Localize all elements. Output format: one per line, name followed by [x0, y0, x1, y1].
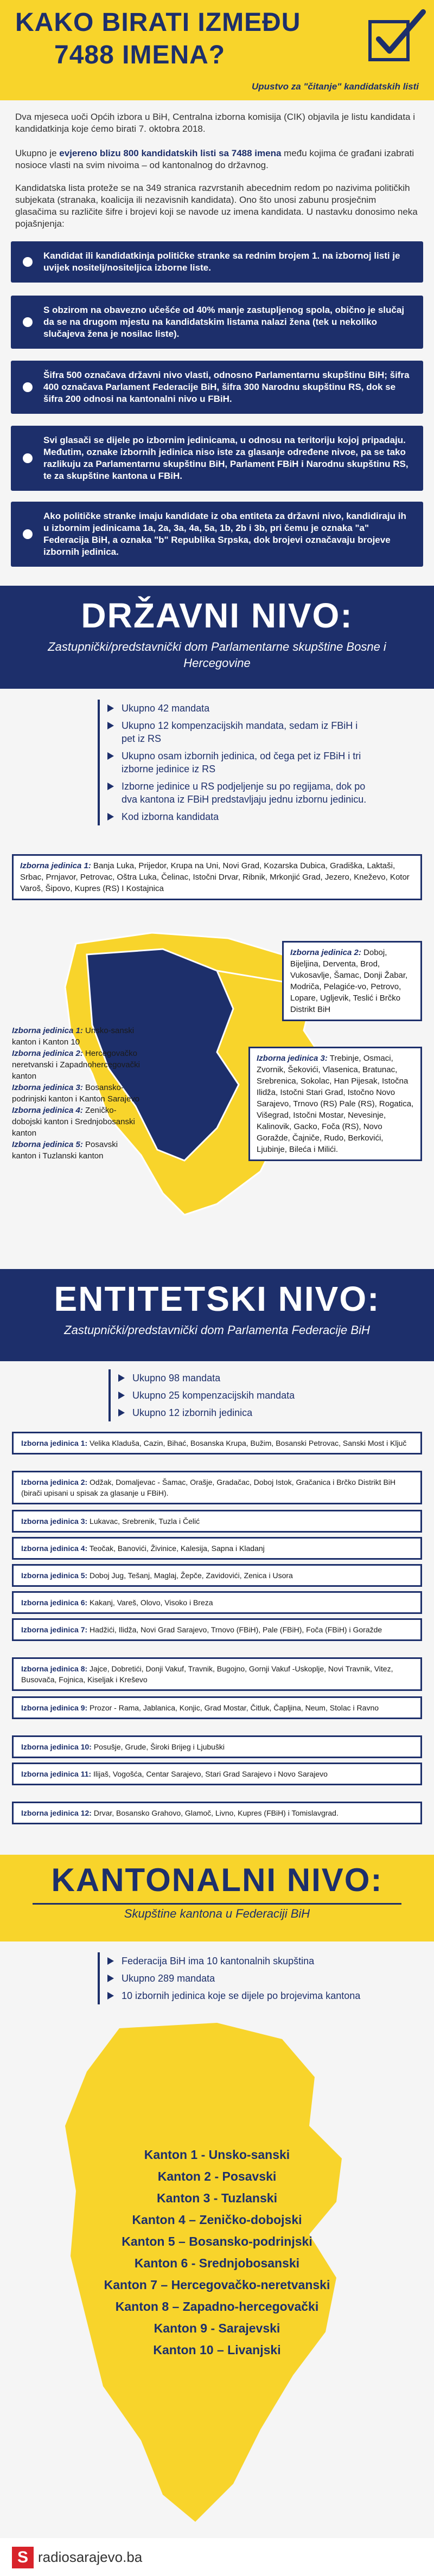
section-drzavni-header — [0, 586, 434, 689]
kanton-label: Kanton 1 - Unsko-sanski — [144, 2148, 290, 2162]
drzavni-ij2-box — [282, 941, 422, 1021]
fbih-map — [54, 2017, 380, 2527]
page-title-line2: 7488 IMENA? — [54, 41, 226, 69]
entitetski-ij-row: Izborna jedinica 1: Velika Kladuša, Cazin, Bihać, Bosanska Krupa, Bužim, Bosanski Petrovac, Sanski Most i Ključ — [12, 1432, 422, 1454]
site-logo[interactable]: S — [12, 2547, 34, 2568]
rule-box-1 — [11, 241, 423, 283]
fbih-ij-4: Izborna jedinica 4: Zeničko-dobojski kanton i Srednjobosanski kanton — [12, 1106, 135, 1138]
entitetski-ij-row: Izborna jedinica 2: Odžak, Domaljevac - Šamac, Orašje, Gradačac, Doboj Istok, Gračanica i Brčko Distrikt BiH (birači upisani u spisak za glasanje u FBiH). — [12, 1471, 422, 1504]
page-subtitle: Upustvo za "čitanje" kandidatskih listi — [251, 81, 419, 92]
fbih-ij-3: Izborna jedinica 3: Bosansko-podrinjski kanton i Kanton Sarajevo — [12, 1083, 140, 1104]
intro-paragraph-1: Dva mjeseca uoči Općih izbora u BiH, Centralna izborna komisija (CIK) objavila je listu kandidata i kandidatkinja koje ćemo birati 7. oktobra 2018. — [15, 112, 415, 134]
kanton-label: Kanton 6 - Srednjobosanski — [134, 2256, 300, 2270]
intro-p2-bold: evjereno blizu 800 kandidatskih listi sa 7488 imena — [59, 148, 282, 158]
section-entitetski-title: ENTITETSKI NIVO: — [54, 1279, 380, 1318]
section-drzavni-subtitle: Zastupnički/predstavnički dom Parlamentarne skupštine Bosne i Hercegovine — [48, 640, 386, 670]
fbih-ij-list — [12, 1025, 142, 1162]
list-item: Ukupno 98 mandata — [118, 1369, 336, 1387]
fbih-map-shape — [65, 2023, 342, 2522]
list-item: Ukupno 25 kompenzacijskih mandata — [118, 1387, 336, 1404]
ij-label: Izborna jedinica 1: — [20, 861, 91, 870]
kanton-label: Kanton 10 – Livanjski — [153, 2343, 281, 2357]
kanton-label: Kanton 9 - Sarajevski — [154, 2321, 280, 2335]
intro-paragraph-3: Kandidatska lista proteže se na 349 stranica razvrstanih abecednim redom po nazivima političkih subjekata (stranaka, koalicija ili nezavisnih kandidata). Ono što unosi zabunu prosječnim glasačima su različite šifre i brojevi koji se navode uz imena kandidata. U nastavku donosimo neka pojašnjenja: — [15, 183, 418, 229]
ij-label: Izborna jedinica 3: — [257, 1054, 328, 1063]
section-kantonalni-subtitle: Skupštine kantona u Federaciji BiH — [33, 1903, 401, 1930]
kantonalni-list — [98, 1952, 369, 2004]
rule-text-3: Šifra 500 označava državni nivo vlasti, odnosno Parlamentarnu skupštinu BiH; šifra 400 označava Parlament Federacije BiH, šifra 300 Narodnu skupštinu RS, dok se šifra 200 odnosi na kantonalni nivo u FBiH. — [43, 370, 410, 404]
section-kantonalni-header — [0, 1855, 434, 1941]
ij-text: Banja Luka, Prijedor, Krupa na Uni, Novi Grad, Kozarska Dubica, Gradiška, Laktaši, Srbac, Prnjavor, Petrovac, Oštra Luka, Čelinac, Istočni Drvar, Ribnik, Mrkonjić Grad, Jezero, Kneževo, Kotor Varoš, Šipovo, Kupres (RS) I Kostajnica — [20, 861, 410, 893]
list-item: Ukupno osam izbornih jedinica, od čega pet iz FBiH i tri izborne jedinice iz RS — [107, 747, 369, 778]
list-item: Ukupno 12 kompenzacijskih mandata, sedam iz FBiH i pet iz RS — [107, 717, 369, 747]
footer — [0, 2538, 434, 2576]
drzavni-ij1-box — [12, 854, 422, 900]
bullet-icon — [23, 382, 33, 392]
list-item: Izborne jedinice u RS podjeljenje su po regijama, dok po dva kantona iz FBiH predstavljaju jednu izbornu jedinicu. — [107, 778, 369, 808]
bullet-icon — [23, 453, 33, 463]
rule-box-5 — [11, 502, 423, 567]
section-drzavni-title: DRŽAVNI NIVO: — [81, 596, 353, 635]
rule-text-4: Svi glasači se dijele po izbornim jedinicama, u odnosu na teritoriju kojoj pripadaju. Međutim, oznake izbornih jedinica niso iste za glasanje određene nivoe, pa se tako razlikuju za Parlamentarnu skupštinu BiH, Parlament FBiH i Narodnu skupštinu RS, te za skupštine kantona u FBiH. — [43, 435, 409, 481]
rule-text-1: Kandidat ili kandidatkinja političke stranke sa rednim brojem 1. na izbornoj listi je uvijek nositelj/nositeljica izborne liste. — [43, 251, 400, 273]
entitetski-ij-row: Izborna jedinica 4: Teočak, Banovići, Živinice, Kalesija, Sapna i Kladanj — [12, 1537, 422, 1560]
entitetski-ij-row: Izborna jedinica 6: Kakanj, Vareš, Olovo, Visoko i Breza — [12, 1591, 422, 1614]
page-title-line1: KAKO BIRATI IZMEĐU — [15, 8, 301, 37]
drzavni-ij3-box — [248, 1047, 422, 1161]
entitetski-ij-row: Izborna jedinica 8: Jajce, Dobretići, Donji Vakuf, Travnik, Bugojno, Gornji Vakuf -Uskoplje, Novi Travnik, Vitez, Busovača, Fojnica, Kiseljak i Kreševo — [12, 1657, 422, 1691]
section-entitetski-subtitle: Zastupnički/predstavnički dom Parlamenta Federacije BiH — [64, 1323, 370, 1337]
fbih-ij-1: Izborna jedinica 1: Unsko-sanski kanton i Kanton 10 — [12, 1026, 135, 1047]
entitetski-ij-row: Izborna jedinica 7: Hadžići, Ilidža, Novi Grad Sarajevo, Trnovo (FBiH), Pale (FBiH), Foča (FBiH) i Goražde — [12, 1618, 422, 1641]
list-item: Ukupno 289 mandata — [107, 1970, 369, 1987]
kanton-label: Kanton 2 - Posavski — [157, 2169, 277, 2183]
entitetski-ij-row: Izborna jedinica 5: Doboj Jug, Tešanj, Maglaj, Žepče, Zavidovići, Zenica i Usora — [12, 1564, 422, 1587]
rule-text-5: Ako političke stranke imaju kandidate iz oba entiteta za državni nivo, kandidiraju ih u izbornim jedinicama 1a, 2a, 3a, 4a, 5a, 1b, 2b i 3b, pri čemu je oznaka "a" Federacija BiH, a oznaka "b" Republika Srpska, dok brojevi označavaju brojeve izbornih jedinica. — [43, 511, 406, 557]
checkmark-icon — [363, 5, 429, 71]
bullet-icon — [23, 529, 33, 539]
list-item: Kod izborna kandidata — [107, 808, 369, 825]
entitetski-ij-row: Izborna jedinica 9: Prozor - Rama, Jablanica, Konjic, Grad Mostar, Čitluk, Čapljina, Neum, Stolac i Ravno — [12, 1696, 422, 1719]
ij-label: Izborna jedinica 2: — [290, 948, 361, 957]
entitetski-list — [108, 1369, 336, 1421]
site-name[interactable]: radiosarajevo.ba — [38, 2549, 143, 2565]
header-banner — [0, 0, 434, 100]
kanton-label: Kanton 3 - Tuzlanski — [157, 2191, 277, 2205]
entitetski-ij-row: Izborna jedinica 12: Drvar, Bosansko Grahovo, Glamoč, Livno, Kupres (FBiH) i Tomislavgrad. — [12, 1802, 422, 1824]
list-item: Ukupno 42 mandata — [107, 700, 369, 717]
rule-box-3 — [11, 361, 423, 414]
ij-text: Doboj, Bijeljina, Derventa, Brod, Vukosavlje, Šamac, Donji Žabar, Modriča, Pelagiće-vo, Petrovo, Lopare, Ugljevik, Teslić i Brčko Distrikt BiH — [290, 948, 408, 1014]
rule-text-2: S obzirom na obavezno učešće od 40% manje zastupljenog spola, obično je slučaj da se na drugom mjestu na kandidatskim listama nalazi žena (tek u nekoliko slučajeva žena je nosilac liste). — [43, 305, 405, 339]
entitetski-ij-row: Izborna jedinica 10: Posušje, Grude, Široki Brijeg i Ljubuški — [12, 1735, 422, 1758]
rule-box-4 — [11, 426, 423, 491]
bullet-icon — [23, 257, 33, 267]
list-item: 10 izbornih jedinica koje se dijele po brojevima kantona — [107, 1987, 369, 2004]
fbih-ij-5: Izborna jedinica 5: Posavski kanton i Tuzlanski kanton — [12, 1140, 118, 1161]
intro-p2-start: Ukupno je — [15, 148, 60, 158]
section-entitetski-header — [0, 1269, 434, 1361]
section-kantonalni-title: KANTONALNI NIVO: — [51, 1862, 383, 1898]
bullet-icon — [23, 317, 33, 327]
kanton-label: Kanton 7 – Hercegovačko-neretvanski — [104, 2278, 330, 2292]
kanton-label: Kanton 4 – Zeničko-dobojski — [132, 2213, 302, 2227]
list-item: Ukupno 12 izbornih jedinica — [118, 1404, 336, 1421]
rule-box-2 — [11, 296, 423, 349]
intro-p2-end: među kojima će građani izabrati nosioce vlasti na svim nivoima – od kantonalnog do državnog. — [15, 148, 414, 170]
intro-paragraph-2 — [15, 148, 419, 171]
entitetski-ij-row: Izborna jedinica 3: Lukavac, Srebrenik, Tuzla i Čelić — [12, 1510, 422, 1533]
kanton-label: Kanton 5 – Bosansko-podrinjski — [122, 2234, 312, 2248]
ij-text: Trebinje, Osmaci, Zvornik, Šekovići, Vlasenica, Bratunac, Srebrenica, Sokolac, Han Pijesak, Istočna Ilidža, Istočni Stari Grad, Istočno Novo Sarajevo, Trnovo (RS) Pale (RS), Rogatica, Višegrad, Istočni Mostar, Nevesinje, Kalinovik, Gacko, Foča (RS), Novo Goražde, Čajniče, Rudo, Berkovići, Ljubinje, Bileća i Milići. — [257, 1054, 414, 1154]
entitetski-ij-row: Izborna jedinica 11: Ilijaš, Vogošća, Centar Sarajevo, Stari Grad Sarajevo i Novo Sarajevo — [12, 1763, 422, 1785]
drzavni-list — [98, 700, 369, 825]
list-item: Federacija BiH ima 10 kantonalnih skupština — [107, 1952, 369, 1970]
kanton-label: Kanton 8 – Zapadno-hercegovački — [115, 2299, 319, 2314]
fbih-ij-2: Izborna jedinica 2: Hercegovačko neretvanski i Zapadnohercegovački kanton — [12, 1049, 140, 1081]
